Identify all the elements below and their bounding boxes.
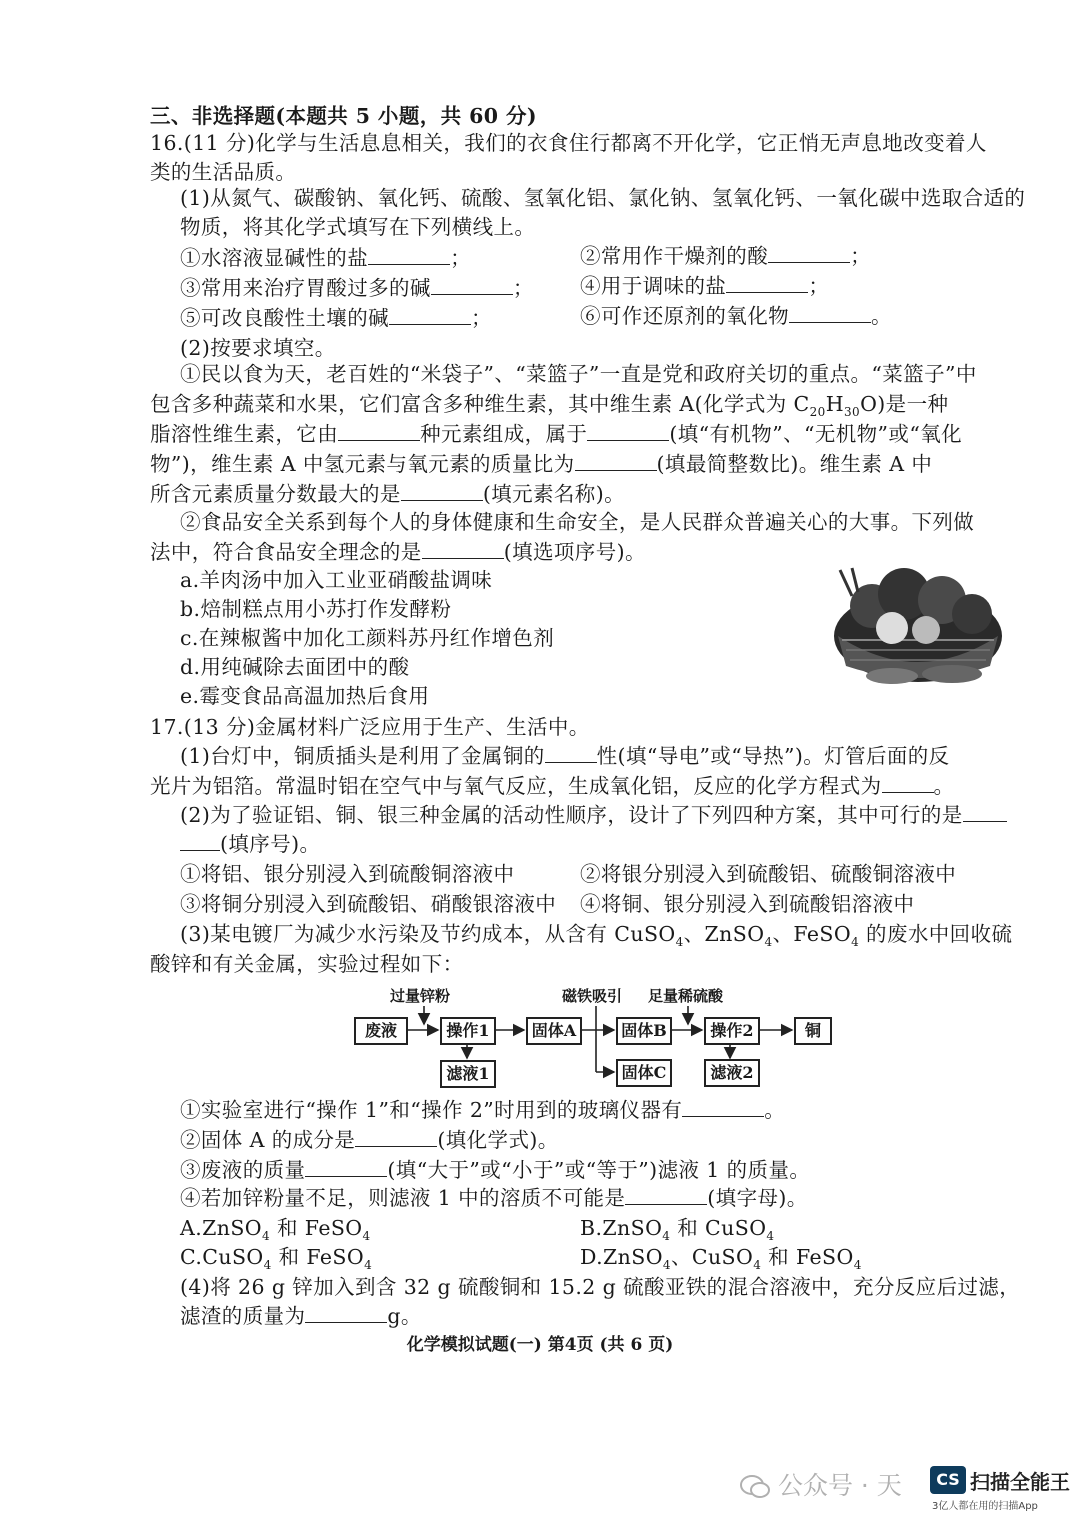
choice-d: D.ZnSO$_4$、CuSO$_4$ 和 FeSO$_4$ [580, 1245, 862, 1273]
choice-c: C.CuSO$_4$ 和 FeSO$_4$ [180, 1245, 373, 1273]
option-e: e.霉变食品高温加热后食用 [180, 684, 430, 708]
answer-blank[interactable] [625, 1186, 707, 1205]
q17-p1-line1: (1)台灯中，铜质插头是利用了金属铜的 性(填“导电”或“导热”)。灯管后面的反 [180, 744, 950, 768]
page-footer: 化学模拟试题(一) 第4页 (共 6 页) [406, 1335, 674, 1355]
q17-sub-3: ③废液的质量 (填“大于”或“小于”或“等于”)滤液 1 的质量。 [180, 1158, 811, 1182]
wechat-watermark: 公众号 · 天 [740, 1466, 902, 1502]
q17-sub-2: ②固体 A 的成分是 (填化学式)。 [180, 1128, 559, 1152]
answer-blank[interactable] [355, 1128, 437, 1147]
q17-p3-line1: (3)某电镀厂为减少水污染及节约成本，从含有 CuSO$_4$、ZnSO$_4$、FeSO$_4$ 的废水中回收硫 [180, 922, 1013, 950]
q16-p2a-line5: 所含元素质量分数最大的是 (填元素名称)。 [150, 482, 626, 506]
q17-p2-line1: (2)为了验证铝、铜、银三种金属的活动性顺序，设计了下列四种方案，其中可行的是 [180, 803, 1007, 827]
q16-stem-line2: 类的生活品质。 [150, 160, 297, 184]
q16-item-3: ③常用来治疗胃酸过多的碱 ； [180, 276, 534, 300]
q16-p2b-line2: 法中，符合食品安全理念的是 (填选项序号)。 [150, 540, 646, 564]
q17-p1-line2: 光片为铝箔。常温时铝在空气中与氧气反应，生成氧化铝，反应的化学方程式为 。 [150, 774, 955, 798]
option-a: a.羊肉汤中加入工业亚硝酸盐调味 [180, 568, 493, 592]
q16-part1-line1: (1)从氮气、碳酸钠、氧化钙、硫酸、氢氧化铝、氯化钠、氢氧化钙、一氧化碳中选取合适的 [180, 186, 1026, 210]
camscanner-app-name: 扫描全能王 [970, 1470, 1070, 1494]
q16-item-2: ②常用作干燥剂的酸 ； [580, 244, 872, 268]
q17-p4-line1: (4)将 26 g 锌加入到含 32 g 硫酸铜和 15.2 g 硫酸亚铁的混合溶液中，充分反应后过滤， [180, 1275, 1021, 1299]
scheme-3: ③将铜分别浸入到硫酸铝、硝酸银溶液中 [180, 892, 557, 916]
choice-b: B.ZnSO$_4$ 和 CuSO$_4$ [580, 1216, 775, 1244]
camscanner-tagline: 3亿人都在用的扫描App [932, 1501, 1038, 1512]
q17-sub-4: ④若加锌粉量不足，则滤液 1 中的溶质不可能是 (填字母)。 [180, 1186, 808, 1210]
box-filtrate-2: 滤液2 [704, 1059, 760, 1087]
box-waste: 废液 [354, 1017, 408, 1045]
label-excess-zinc: 过量锌粉 [390, 987, 451, 1005]
q16-item-5: ⑤可改良酸性土壤的碱 ； [180, 306, 492, 330]
q16-p2a-line3: 脂溶性维生素，它由 种元素组成，属于 (填“有机物”、“无机物”或“氧化 [150, 422, 963, 446]
q16-part2-title: (2)按要求填空。 [180, 336, 336, 360]
answer-blank[interactable] [305, 1304, 387, 1323]
box-solid-b: 固体B [616, 1017, 672, 1045]
q16-p2a-line4: 物”)，维生素 A 中氢元素与氧元素的质量比为 (填最简整数比)。维生素 A 中 [150, 452, 933, 476]
answer-blank[interactable] [682, 1098, 764, 1117]
answer-blank[interactable] [305, 1158, 387, 1177]
q16-stem-line1: 16.(11 分)化学与生活息息相关，我们的衣食住行都离不开化学，它正悄无声息地改变着人 [150, 131, 987, 155]
scheme-1: ①将铝、银分别浸入到硫酸铜溶液中 [180, 862, 515, 886]
q17-p2-line2: (填序号)。 [180, 832, 320, 856]
label-dilute-acid: 足量稀硫酸 [648, 987, 724, 1005]
q17-stem: 17.(13 分)金属材料广泛应用于生产、生活中。 [150, 715, 590, 739]
section-heading: 三、非选择题(本题共 5 小题，共 60 分) [150, 104, 537, 128]
option-b: b.焙制糕点用小苏打作发酵粉 [180, 597, 452, 621]
choice-a: A.ZnSO$_4$ 和 FeSO$_4$ [180, 1216, 371, 1244]
box-filtrate-1: 滤液1 [440, 1060, 496, 1088]
camscanner-logo-icon: CS [930, 1466, 966, 1494]
box-solid-c: 固体C [616, 1059, 672, 1087]
q16-part1-line2: 物质，将其化学式填写在下列横线上。 [180, 215, 536, 239]
box-operation-2: 操作2 [704, 1017, 760, 1045]
q17-sub-1: ①实验室进行“操作 1”和“操作 2”时用到的玻璃仪器有 。 [180, 1098, 786, 1122]
q16-p2a-line2: 包含多种蔬菜和水果，它们富含多种维生素，其中维生素 A(化学式为 $C_{20}H_{30}O$)是一种 [150, 392, 949, 420]
scheme-4: ④将铜、银分别浸入到硫酸铝溶液中 [580, 892, 915, 916]
q17-p4-line2: 滤渣的质量为 g。 [180, 1304, 422, 1328]
q16-item-4: ④用于调味的盐 ； [580, 274, 830, 298]
q17-p3-line2: 酸锌和有关金属，实验过程如下： [150, 952, 464, 976]
box-solid-a: 固体A [526, 1017, 582, 1045]
option-d: d.用纯碱除去面团中的酸 [180, 655, 410, 679]
wechat-icon [740, 1474, 770, 1500]
q16-item-6: ⑥可作还原剂的氧化物 。 [580, 304, 892, 328]
box-copper: 铜 [794, 1017, 832, 1045]
box-operation-1: 操作1 [440, 1017, 496, 1045]
scheme-2: ②将银分别浸入到硫酸铝、硫酸铜溶液中 [580, 862, 957, 886]
option-c: c.在辣椒酱中加化工颜料苏丹红作增色剂 [180, 626, 555, 650]
q16-item-1: ①水溶液显碱性的盐 ； [180, 246, 472, 270]
label-magnet: 磁铁吸引 [562, 987, 623, 1005]
q16-p2a-line1: ①民以食为天，老百姓的“米袋子”、“菜篮子”一直是党和政府关切的重点。“菜篮子”中 [180, 362, 977, 386]
q16-p2b-line1: ②食品安全关系到每个人的身体健康和生命安全，是人民群众普遍关心的大事。下列做 [180, 510, 975, 534]
